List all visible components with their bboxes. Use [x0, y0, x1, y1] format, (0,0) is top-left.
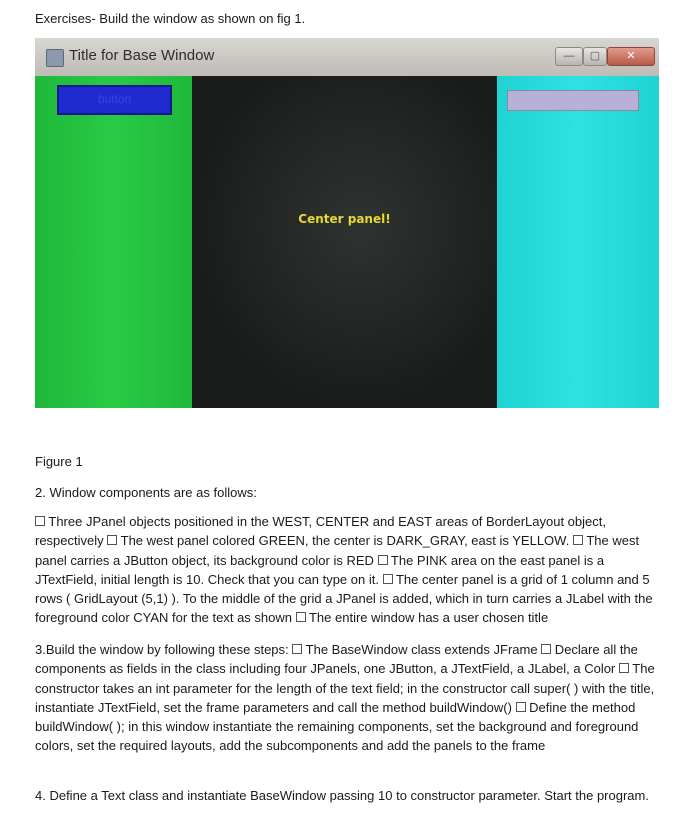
bullet-box-icon [573, 535, 583, 545]
bullet-box-icon [541, 644, 551, 654]
maximize-button[interactable] [583, 47, 607, 66]
close-icon: ✕ [626, 50, 636, 62]
east-text-field[interactable] [507, 90, 639, 111]
text-run: Three JPanel objects positioned in the WEST, CENTER and EAST areas of BorderLayout object, respectively [35, 514, 606, 549]
east-panel [497, 76, 659, 408]
bullet-box-icon [35, 516, 45, 526]
bullet-box-icon [378, 555, 388, 565]
text-run: The center panel is a grid of 1 column and 5 rows ( GridLayout (5,1) ). To the middle of the grid a JPanel is added, which in turn carries a JLabel with the foreground color CYAN for the text as shown [35, 571, 653, 626]
figure-caption: Figure 1 [35, 454, 83, 469]
west-button[interactable] [57, 85, 172, 115]
text-run: The west panel carries a JButton object, its background color is RED [35, 533, 640, 568]
bullet-box-icon [296, 612, 306, 622]
bullet-box-icon [383, 574, 393, 584]
center-panel [192, 76, 497, 408]
center-panel-label: Center panel! [298, 212, 391, 226]
window-app-icon [46, 49, 64, 67]
text-run: 3.Build the window by following these steps: [35, 642, 293, 657]
minimize-button[interactable] [555, 47, 583, 66]
close-button[interactable] [607, 47, 655, 66]
text-run: The constructor takes an int parameter for the length of the text field; in the constructor call super( ) with the title, instantiate JTextField, set the frame parameters and call the method buildWindow() [35, 661, 655, 715]
bullet-box-icon [292, 644, 302, 654]
step-4-paragraph: 4. Define a Text class and instantiate BaseWindow passing 10 to constructor parameter. Start the program. [35, 788, 649, 803]
figure-photo [35, 38, 659, 408]
bullet-box-icon [516, 702, 526, 712]
window-titlebar [35, 38, 659, 76]
section-2-heading: 2. Window components are as follows: [35, 485, 257, 500]
bullet-box-icon [619, 663, 629, 673]
text-run: The BaseWindow class extends JFrame [302, 642, 542, 657]
maximize-icon: ▢ [589, 50, 601, 62]
text-run: Define the method buildWindow( ); in this window instantiate the remaining components, set the background and foreground colors, set the required layouts, add the subcomponents and add the panels to the frame [35, 699, 639, 754]
west-button-label: button [97, 92, 132, 106]
minimize-icon: — [563, 50, 575, 62]
steps-paragraph [35, 640, 660, 756]
text-run: The PINK area on the east panel is a JTextField, initial length is 10. Check that you can type on it. [35, 552, 605, 587]
exercise-heading: Exercises- Build the window as shown on fig 1. [35, 11, 306, 26]
components-paragraph [35, 512, 660, 628]
west-panel [35, 76, 192, 408]
text-run: The entire window has a user chosen title [305, 610, 549, 626]
text-run: Declare all the components as fields in the class including four JPanels, one JButton, a JTextField, a JLabel, a Color [35, 642, 638, 677]
text-run: The west panel colored GREEN, the center is DARK_GRAY, east is YELLOW. [117, 533, 573, 549]
bullet-box-icon [107, 535, 117, 545]
window-title: Title for Base Window [69, 47, 215, 64]
